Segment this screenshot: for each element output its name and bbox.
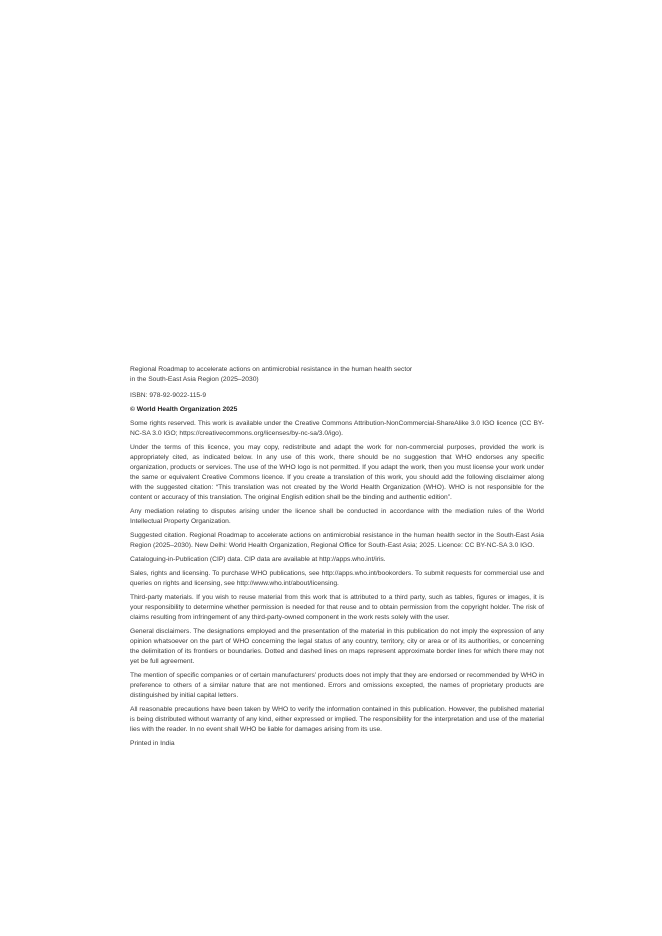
general-disclaimers-paragraph: General disclaimers. The designations employed and the presentation of the material in this publication do not imply the expression of any opinion whatsoever on the part of WHO concerning the legal status of any country, territory, city or area or of its authorities, or concerning the delimitation of its frontiers or boundaries. Dotted and dashed lines on maps represent approximate border lines for which there may not yet be full agreement. (130, 628, 544, 665)
isbn: ISBN: 978-92-9022-115-9 (130, 392, 207, 399)
precautions-paragraph: All reasonable precautions have been taken by WHO to verify the information contained in this publication. However, the published material is being distributed without warranty of any kind, either expressed or implied. The responsibility for the interpretation and use of the material lies with the reader. In no event shall WHO be liable for damages arising from its use. (130, 706, 544, 733)
title-line-1: Regional Roadmap to accelerate actions on antimicrobial resistance in the human health sector (130, 366, 413, 373)
cip-paragraph: Cataloguing-in-Publication (CIP) data. CIP data are available at http://apps.who.int/iris. (130, 556, 386, 563)
third-party-paragraph: Third-party materials. If you wish to reuse material from this work that is attributed to a third party, such as tables, figures or images, it is your responsibility to determine whether permission is needed for that reuse and to obtain permission from the copyright holder. The risk of claims resulting from infringement of any third-party-owned component in the work rests solely with the user. (130, 594, 544, 621)
mediation-paragraph: Any mediation relating to disputes arising under the licence shall be conducted in accordance with the mediation rules of the World Intellectual Property Organization. (130, 508, 544, 525)
licence-terms-paragraph: Under the terms of this licence, you may copy, redistribute and adapt the work for non-commercial purposes, provided the work is appropriately cited, as indicated below. In any use of this work, there should be no suggestion that WHO endorses any specific organization, products or services. The use of the WHO logo is not permitted. If you adapt the work, then you must license your work under the same or equivalent Creative Commons licence. If you create a translation of this work, you should add the following disclaimer along with the suggested citation: “This translation was not created by the World Health Organization (WHO). WHO is not responsible for the content or accuracy of this translation. The original English edition shall be the binding and authentic edition”. (130, 444, 544, 501)
suggested-citation-paragraph: Suggested citation. Regional Roadmap to accelerate actions on antimicrobial resistance in the human health sector in the South-East Asia Region (2025–2030). New Delhi: World Health Organization, Regional Office for South-East Asia; 2025. Licence: CC BY-NC-SA 3.0 IGO. (130, 532, 544, 549)
copyright-notice: © World Health Organization 2025 (130, 406, 238, 413)
rights-reserved-paragraph: Some rights reserved. This work is available under the Creative Commons Attribution-NonCommercial-ShareAlike 3.0 IGO licence (CC BY-NC-SA 3.0 IGO; https://creativecommons.org/licenses/by-nc-sa/3.0/igo). (130, 420, 544, 437)
printed-in: Printed in India (130, 740, 175, 747)
imprint-block (130, 365, 544, 753)
title-line-2: in the South-East Asia Region (2025–2030) (130, 376, 259, 383)
publication-title (130, 365, 544, 385)
manufacturers-paragraph: The mention of specific companies or of certain manufacturers’ products does not imply that they are endorsed or recommended by WHO in preference to others of a similar nature that are not mentioned. Errors and omissions excepted, the names of proprietary products are distinguished by initial capital letters. (130, 672, 544, 699)
sales-rights-paragraph: Sales, rights and licensing. To purchase WHO publications, see http://apps.who.int/bookorders. To submit requests for commercial use and queries on rights and licensing, see http://www.who.int/about/licensing. (130, 570, 544, 587)
